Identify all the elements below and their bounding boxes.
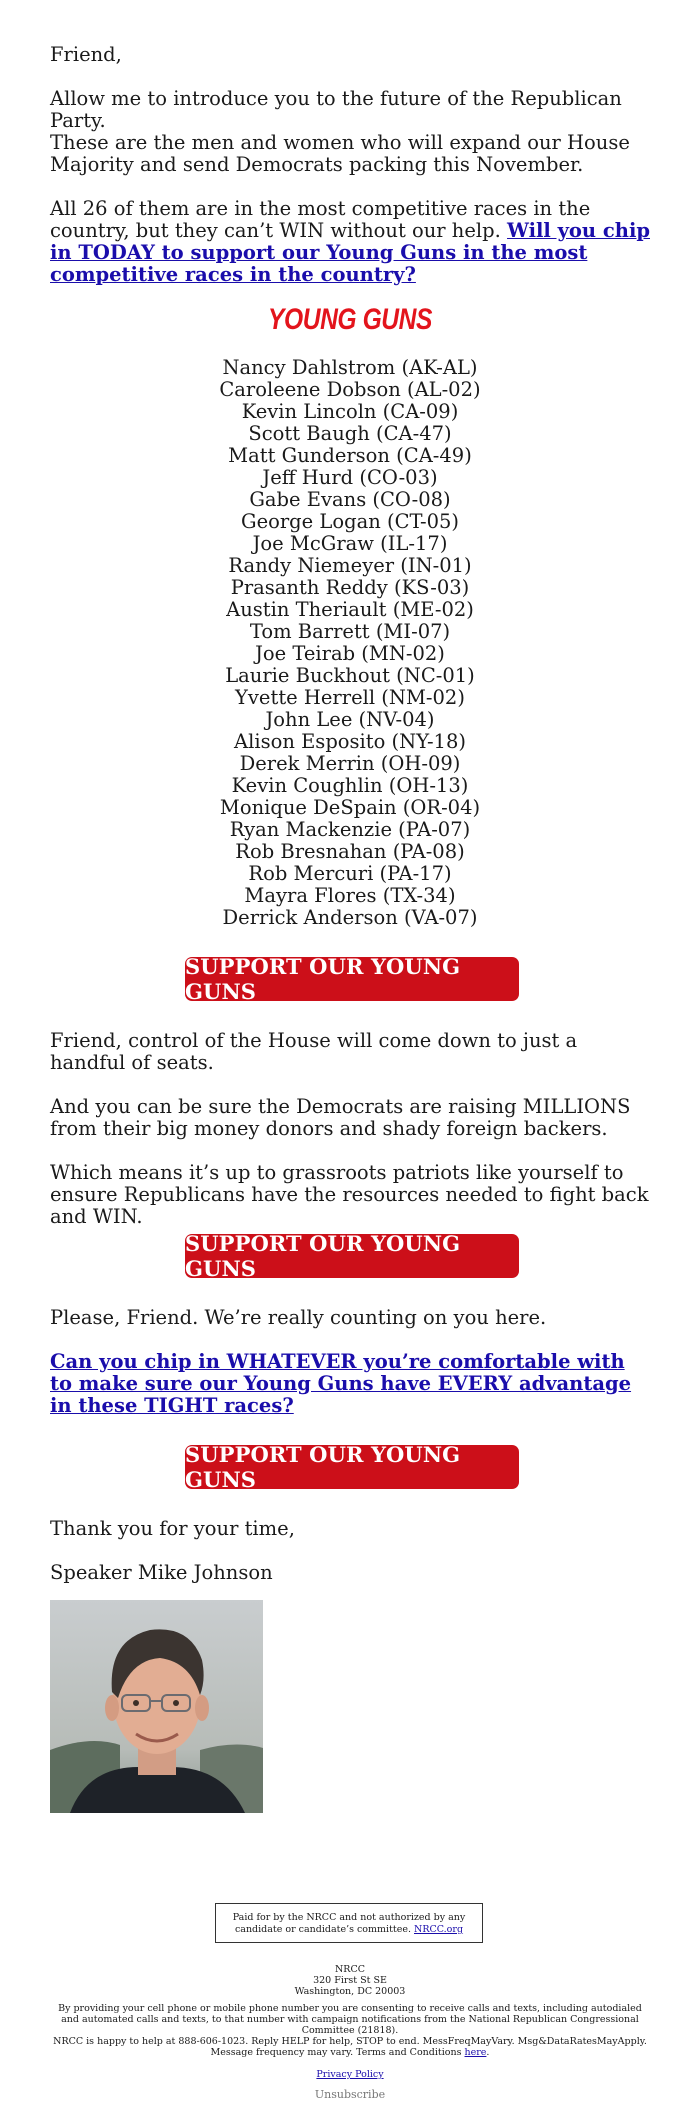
list-item: Laurie Buckhout (NC-01) [225,664,475,687]
list-item: Caroleene Dobson (AL-02) [219,378,481,401]
list-item: Prasanth Reddy (KS-03) [230,576,470,599]
list-item: Yvette Herrell (NM-02) [235,686,465,709]
list-item: Jeff Hurd (CO-03) [262,466,438,489]
paragraph-democrats-raising: And you can be sure the Democrats are raising MILLIONS from their big money donors and shady foreign backers. [50,1095,631,1140]
footer-address-line2: Washington, DC 20003 [294,1986,406,1997]
support-young-guns-button[interactable]: SUPPORT OUR YOUNG GUNS [185,1445,519,1489]
list-item: Matt Gunderson (CA-49) [228,444,472,467]
signoff: Thank you for your time, [50,1517,295,1540]
competitive-races-text: All 26 of them are in the most competitive races in the country, but they can’t WIN without our help. [50,197,591,242]
paragraph-competitive-races [50,198,650,286]
list-item: Monique DeSpain (OR-04) [219,796,481,819]
paragraph-house-majority: These are the men and women who will expand our House Majority and send Democrats packing this November. [50,131,630,176]
list-item: Austin Theriault (ME-02) [226,598,474,621]
intro-paragraph: Allow me to introduce you to the future of the Republican Party. [50,87,622,132]
disclaimer-text: Paid for by the NRCC and not authorized by any candidate or candidate’s committee. [232,1912,466,1935]
list-item: Joe McGraw (IL-17) [252,532,448,555]
list-item: Gabe Evans (CO-08) [249,488,451,511]
paragraph-counting-on-you: Please, Friend. We’re really counting on you here. [50,1306,547,1329]
candidate-list [50,357,650,929]
chip-in-whatever-link[interactable]: Can you chip in WHATEVER you’re comfortable with to make sure our Young Guns have EVERY advantage in these TIGHT races? [50,1350,632,1417]
nrcc-org-link[interactable]: NRCC.org [414,1924,464,1935]
privacy-policy-link[interactable]: Privacy Policy [316,2069,384,2080]
list-item: Scott Baugh (CA-47) [248,422,452,445]
footer-help [50,2036,650,2058]
speaker-photo [50,1600,263,1813]
list-item: John Lee (NV-04) [265,708,435,731]
paragraph-chip-in-whatever [50,1351,650,1417]
list-item: Mayra Flores (TX-34) [244,884,456,907]
paragraph-grassroots: Which means it’s up to grassroots patriots like yourself to ensure Republicans have the resources needed to fight back and WIN. [50,1161,649,1228]
list-item: Rob Mercuri (PA-17) [248,862,452,885]
footer-org: NRCC [334,1964,365,1975]
list-item: Derek Merrin (OH-09) [239,752,461,775]
privacy-row [50,2069,650,2080]
footer-address-line1: 320 First St SE [313,1975,387,1986]
list-item: Kevin Coughlin (OH-13) [231,774,469,797]
list-item: Rob Bresnahan (PA-08) [235,840,465,863]
list-item: Alison Esposito (NY-18) [234,730,466,753]
support-young-guns-button[interactable]: SUPPORT OUR YOUNG GUNS [185,1234,519,1278]
support-young-guns-button[interactable]: SUPPORT OUR YOUNG GUNS [185,957,519,1001]
footer-help-end: . [486,2047,490,2058]
list-item: Joe Teirab (MN-02) [255,642,445,665]
greeting: Friend, [50,43,122,66]
paid-for-disclaimer [215,1903,483,1943]
signature: Speaker Mike Johnson [50,1561,273,1584]
list-item: Kevin Lincoln (CA-09) [241,400,459,423]
chip-in-today-link[interactable]: Will you chip in TODAY to support our Young Guns in the most competitive races in the country? [50,219,650,286]
young-guns-logo: YOUNG GUNS [267,303,433,336]
terms-link[interactable]: here [464,2047,487,2058]
unsubscribe-link[interactable]: Unsubscribe [314,2088,386,2101]
paragraph-control-house: Friend, control of the House will come down to just a handful of seats. [50,1029,578,1074]
list-item: Derrick Anderson (VA-07) [222,906,478,929]
list-item: Ryan Mackenzie (PA-07) [229,818,471,841]
footer-help-text: NRCC is happy to help at 888-606-1023. Reply HELP for help, STOP to end. MessFreqMayVary. Msg&DataRatesMayApply. Message frequency may vary. Terms and Conditions [53,2036,647,2058]
list-item: Randy Niemeyer (IN-01) [228,554,472,577]
footer-consent: By providing your cell phone or mobile phone number you are consenting to receive calls and texts, including autodialed and automated calls and texts, to that number with campaign notifications from the National Republican Congressional Committee (21818). [58,2003,642,2036]
list-item: Nancy Dahlstrom (AK-AL) [222,356,478,379]
list-item: Tom Barrett (MI-07) [249,620,451,643]
list-item: George Logan (CT-05) [241,510,459,533]
